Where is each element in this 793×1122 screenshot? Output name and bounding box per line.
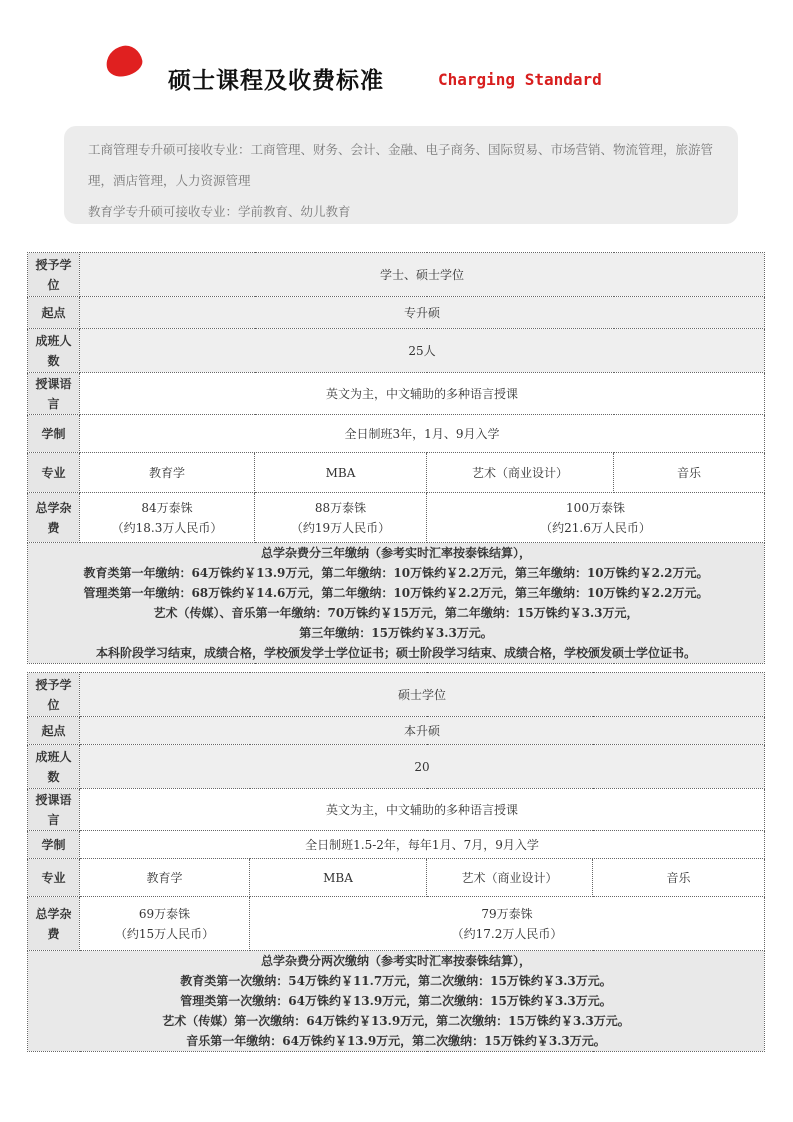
major-cell: 音乐 — [614, 453, 765, 493]
program-table-bachelor-to-master — [27, 252, 765, 664]
row-label: 起点 — [28, 297, 80, 329]
major-cell: 艺术（商业设计） — [427, 453, 614, 493]
note-line: 音乐第一年缴纳：64万铢约￥13.9万元，第二次缴纳：15万铢约￥3.3万元。 — [186, 1034, 606, 1048]
table-row — [28, 543, 765, 664]
education-majors-text: 教育学专升硕可接收专业：学前教育、幼儿教育 — [88, 204, 351, 219]
fee-thb: 79万泰铢 — [481, 906, 533, 921]
table-row — [28, 453, 765, 493]
business-majors-text: 工商管理专升硕可接收专业：工商管理、财务、会计、金融、电子商务、国际贸易、市场营销、物流管理，旅游管理，酒店管理，人力资源管理 — [88, 142, 714, 188]
fee-thb: 88万泰铢 — [314, 500, 367, 515]
page-title: 硕士课程及收费标准 — [168, 67, 384, 94]
fee-thb: 84万泰铢 — [141, 500, 193, 515]
note-line: 管理类第一年缴纳：68万铢约￥14.6万元，第二年缴纳：10万铢约￥2.2万元，第三年缴纳：10万铢约￥2.2万元。 — [83, 586, 709, 600]
fee-rmb: （约18.3万人民币） — [111, 520, 223, 535]
note-line: 总学杂费分两次缴纳（参考实时汇率按泰铢结算）， — [261, 954, 532, 968]
table-row — [28, 673, 765, 717]
payment-notes — [28, 951, 765, 1052]
row-label: 学制 — [28, 831, 80, 859]
row-label: 成班人数 — [28, 745, 80, 789]
degree-value: 学士、硕士学位 — [80, 253, 765, 297]
table-row — [28, 415, 765, 453]
accepted-majors-box — [64, 126, 738, 224]
major-cell: 音乐 — [593, 859, 765, 897]
row-label: 授予学位 — [28, 253, 80, 297]
major-cell: 教育学 — [80, 859, 250, 897]
row-label: 专业 — [28, 859, 80, 897]
table-row — [28, 253, 765, 297]
start-value: 本升硕 — [80, 717, 765, 745]
table-row — [28, 859, 765, 897]
table-row — [28, 329, 765, 373]
class-size-value: 20 — [80, 745, 765, 789]
note-line: 教育类第一年缴纳：64万铢约￥13.9万元，第二年缴纳：10万铢约￥2.2万元，第三年缴纳：10万铢约￥2.2万元。 — [83, 566, 709, 580]
payment-notes — [28, 543, 765, 664]
program-table-undergrad-to-master — [27, 672, 765, 1052]
row-label: 学制 — [28, 415, 80, 453]
fee-rmb: （约17.2万人民币） — [451, 926, 563, 941]
row-label: 总学杂费 — [28, 493, 80, 543]
row-label: 授课语言 — [28, 789, 80, 831]
degree-value: 硕士学位 — [80, 673, 765, 717]
note-line: 本科阶段学习结束，成绩合格，学校颁发学士学位证书；硕士阶段学习结束、成绩合格，学校颁发硕士学位证书。 — [96, 646, 697, 660]
fee-rmb: （约19万人民币） — [290, 520, 391, 535]
schooling-value: 全日制班3年，1月、9月入学 — [80, 415, 765, 453]
major-cell: 教育学 — [80, 453, 255, 493]
note-line: 教育类第一次缴纳：54万铢约￥11.7万元，第二次缴纳：15万铢约￥3.3万元。 — [180, 974, 612, 988]
table-row — [28, 493, 765, 543]
table-row — [28, 297, 765, 329]
note-line: 第三年缴纳：15万铢约￥3.3万元。 — [299, 626, 493, 640]
schooling-value: 全日制班1.5-2年，每年1月、7月，9月入学 — [80, 831, 765, 859]
table-row — [28, 831, 765, 859]
fee-thb: 69万泰铢 — [138, 906, 191, 921]
row-label: 总学杂费 — [28, 897, 80, 951]
table-row — [28, 789, 765, 831]
table-row — [28, 897, 765, 951]
note-line: 艺术（传媒）、音乐第一年缴纳：70万铢约￥15万元，第二年缴纳：15万铢约￥3.3万元， — [153, 606, 639, 620]
fee-cell — [255, 493, 427, 543]
page-header — [0, 0, 793, 110]
fee-rmb: （约15万人民币） — [114, 926, 215, 941]
page-title-english: Charging Standard — [438, 70, 602, 89]
language-value: 英文为主，中文辅助的多种语言授课 — [80, 789, 765, 831]
major-cell: MBA — [250, 859, 427, 897]
row-label: 成班人数 — [28, 329, 80, 373]
row-label: 起点 — [28, 717, 80, 745]
fee-thb: 100万泰铢 — [566, 500, 625, 515]
note-line: 艺术（传媒）第一次缴纳：64万铢约￥13.9万元，第二次缴纳：15万铢约￥3.3万元。 — [162, 1014, 630, 1028]
start-value: 专升硕 — [80, 297, 765, 329]
row-label: 授课语言 — [28, 373, 80, 415]
major-cell: MBA — [255, 453, 427, 493]
class-size-value: 25人 — [80, 329, 765, 373]
language-value: 英文为主，中文辅助的多种语言授课 — [80, 373, 765, 415]
fee-cell — [250, 897, 765, 951]
fee-rmb: （约21.6万人民币） — [540, 520, 651, 535]
major-cell: 艺术（商业设计） — [427, 859, 593, 897]
table-row — [28, 951, 765, 1052]
fee-cell — [80, 897, 250, 951]
red-dot-logo-icon — [103, 43, 144, 80]
table-row — [28, 717, 765, 745]
note-line: 总学杂费分三年缴纳（参考实时汇率按泰铢结算）， — [261, 546, 532, 560]
row-label: 授予学位 — [28, 673, 80, 717]
fee-cell — [427, 493, 765, 543]
note-line: 管理类第一次缴纳：64万铢约￥13.9万元，第二次缴纳：15万铢约￥3.3万元。 — [180, 994, 612, 1008]
row-label: 专业 — [28, 453, 80, 493]
table-row — [28, 373, 765, 415]
table-row — [28, 745, 765, 789]
fee-cell — [80, 493, 255, 543]
